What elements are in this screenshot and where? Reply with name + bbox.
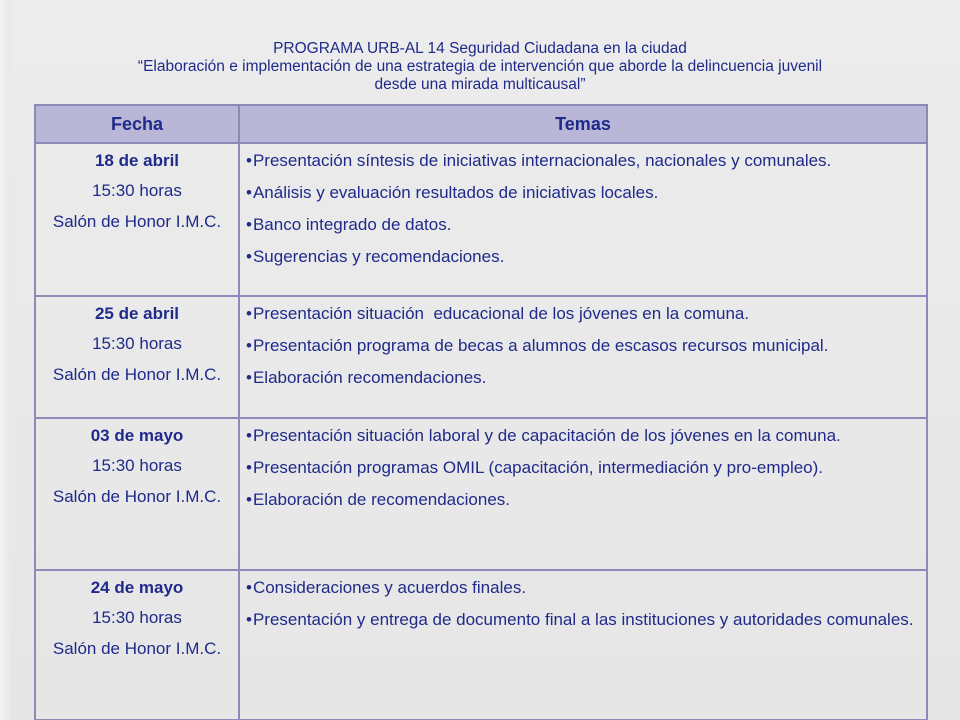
- session-time: 15:30 horas: [92, 456, 182, 475]
- schedule-table: [34, 104, 928, 720]
- table-row: [35, 296, 927, 418]
- topic-text: Presentación situación laboral y de capacitación de los jóvenes en la comuna.: [252, 426, 841, 445]
- session-time: 15:30 horas: [92, 608, 182, 627]
- document-header: [0, 40, 960, 94]
- topic-item: [246, 302, 920, 325]
- bullet-icon: •: [246, 304, 252, 323]
- session-place: Salón de Honor I.M.C.: [52, 639, 222, 658]
- topic-text: Presentación programa de becas a alumnos de escasos recursos municipal.: [252, 336, 829, 355]
- topic-text: Sugerencias y recomendaciones.: [252, 247, 505, 266]
- bullet-icon: •: [246, 183, 252, 202]
- topic-text: Presentación síntesis de iniciativas internacionales, nacionales y comunales.: [252, 151, 832, 170]
- bullet-icon: •: [246, 578, 252, 597]
- topic-item: [246, 424, 920, 447]
- table-row: [35, 570, 927, 720]
- topic-item: [246, 245, 920, 268]
- fecha-cell: [35, 143, 239, 296]
- topic-text: Análisis y evaluación resultados de iniciativas locales.: [252, 183, 659, 202]
- bullet-icon: •: [246, 490, 252, 509]
- bullet-icon: •: [246, 247, 252, 266]
- temas-cell: [239, 570, 927, 720]
- topic-item: [246, 334, 920, 357]
- strategy-title: “Elaboración e implementación de una estrategia de intervención que aborde la delincuencia juvenil: [137, 58, 823, 75]
- topic-item: [246, 149, 920, 172]
- session-place: Salón de Honor I.M.C.: [52, 487, 222, 506]
- column-header-fecha: Fecha: [35, 105, 239, 143]
- topic-text: Presentación situación educacional de los jóvenes en la comuna.: [252, 304, 750, 323]
- topic-text: Elaboración recomendaciones.: [252, 368, 487, 387]
- topic-item: [246, 608, 920, 631]
- session-place: Salón de Honor I.M.C.: [52, 212, 222, 231]
- fecha-cell: [35, 570, 239, 720]
- topic-item: [246, 181, 920, 204]
- column-header-temas: Temas: [239, 105, 927, 143]
- topic-text: Presentación y entrega de documento final a las instituciones y autoridades comunales.: [252, 610, 914, 629]
- bullet-icon: •: [246, 426, 252, 445]
- bullet-icon: •: [246, 215, 252, 234]
- bullet-icon: •: [246, 458, 252, 477]
- table-row: [35, 418, 927, 570]
- topic-text: Banco integrado de datos.: [252, 215, 452, 234]
- topic-item: [246, 456, 920, 479]
- session-date: 03 de mayo: [90, 426, 184, 445]
- topic-item: [246, 488, 920, 511]
- session-place: Salón de Honor I.M.C.: [52, 365, 222, 384]
- topic-item: [246, 576, 920, 599]
- slide-edge-shade: [0, 0, 10, 720]
- temas-cell: [239, 296, 927, 418]
- fecha-cell: [35, 418, 239, 570]
- session-date: 24 de mayo: [90, 578, 184, 597]
- bullet-icon: •: [246, 336, 252, 355]
- topic-text: Elaboración de recomendaciones.: [252, 490, 511, 509]
- bullet-icon: •: [246, 151, 252, 170]
- session-date: 18 de abril: [94, 151, 180, 170]
- strategy-subtitle: desde una mirada multicausal”: [374, 76, 586, 93]
- bullet-icon: •: [246, 610, 252, 629]
- session-time: 15:30 horas: [92, 334, 182, 353]
- topic-text: Presentación programas OMIL (capacitación, intermediación y pro-empleo).: [252, 458, 824, 477]
- program-title: PROGRAMA URB-AL 14 Seguridad Ciudadana en la ciudad: [273, 40, 687, 57]
- session-time: 15:30 horas: [92, 181, 182, 200]
- temas-cell: [239, 418, 927, 570]
- fecha-cell: [35, 296, 239, 418]
- table-header-row: [35, 105, 927, 143]
- temas-cell: [239, 143, 927, 296]
- topic-text: Consideraciones y acuerdos finales.: [252, 578, 527, 597]
- bullet-icon: •: [246, 368, 252, 387]
- topic-item: [246, 366, 920, 389]
- table-row: [35, 143, 927, 296]
- topic-item: [246, 213, 920, 236]
- session-date: 25 de abril: [94, 304, 180, 323]
